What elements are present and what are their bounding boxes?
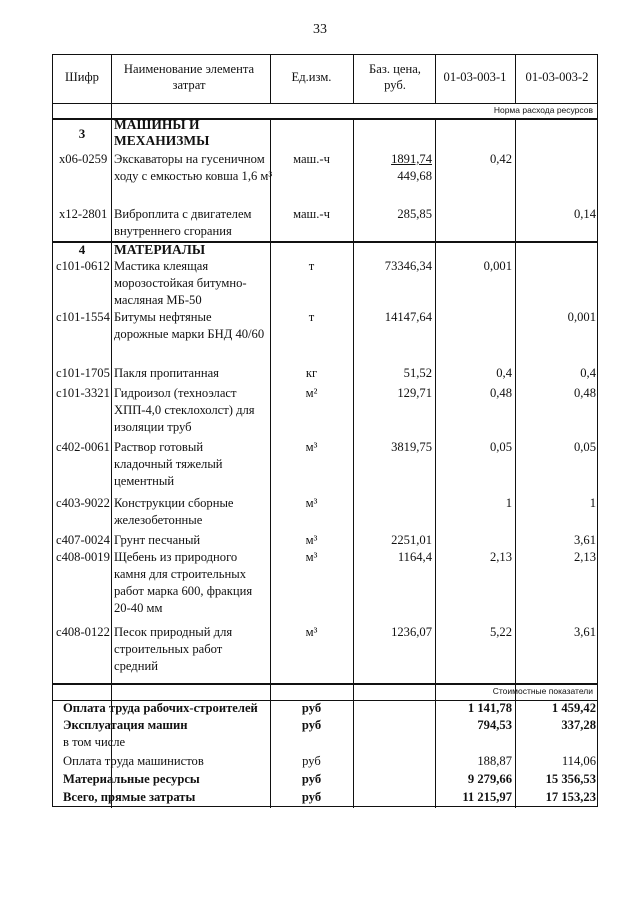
row-code: с403-9022 bbox=[56, 496, 110, 510]
row-code: с407-0024 bbox=[56, 533, 110, 547]
summary-value-1: 11 215,97 bbox=[462, 790, 512, 804]
summary-value-1: 794,53 bbox=[477, 718, 512, 732]
row-price: 1891,74 bbox=[391, 152, 432, 166]
header-name: Наименование элемента затрат bbox=[123, 62, 255, 92]
summary-label: Материальные ресурсы bbox=[63, 772, 200, 786]
row-price: 51,52 bbox=[403, 366, 432, 380]
summary-unit: руб bbox=[301, 718, 322, 732]
row-price: 73346,34 bbox=[384, 259, 432, 273]
row-value-2: 0,4 bbox=[580, 366, 596, 380]
row-value-1: 0,48 bbox=[489, 386, 512, 400]
page-number: 33 bbox=[313, 22, 327, 37]
col-divider bbox=[353, 55, 354, 103]
summary-label: Оплата труда рабочих-строителей bbox=[63, 701, 258, 715]
summary-label: Эксплуатация машин bbox=[63, 718, 188, 732]
summary-value-2: 1 459,42 bbox=[551, 701, 596, 715]
summary-label: Всего, прямые затраты bbox=[63, 790, 196, 804]
row-value-1: 1 bbox=[505, 496, 512, 510]
summary-unit: руб bbox=[302, 754, 321, 768]
summary-value-1: 188,87 bbox=[477, 754, 512, 768]
row-price: 1236,07 bbox=[391, 625, 432, 639]
resource-table bbox=[52, 54, 598, 807]
header-col1: 01-03-003-1 bbox=[443, 70, 507, 84]
row-unit: т bbox=[308, 259, 315, 273]
row-code: с101-0612 bbox=[56, 259, 110, 273]
row-code: х12-2801 bbox=[59, 207, 108, 221]
summary-value-2: 337,28 bbox=[561, 718, 596, 732]
row-code: с101-3321 bbox=[56, 386, 110, 400]
summary-label: в том числе bbox=[63, 735, 126, 749]
row-price: 3819,75 bbox=[391, 440, 432, 454]
row-value-1: 0,42 bbox=[489, 152, 512, 166]
summary-unit: руб bbox=[301, 772, 322, 786]
header-col2: 01-03-003-2 bbox=[525, 70, 589, 84]
section-title: МАТЕРИАЛЫ bbox=[114, 242, 206, 257]
row-code: с408-0019 bbox=[56, 550, 110, 564]
row-value-2: 1 bbox=[589, 496, 596, 510]
header-price: Баз. цена, руб. bbox=[369, 62, 421, 92]
norm-label: Норма расхода ресурсов bbox=[493, 105, 593, 115]
row-price: 285,85 bbox=[397, 207, 432, 221]
row-unit: кг bbox=[305, 366, 318, 380]
row-name: Виброплита с двигателем внутреннего сгорания bbox=[114, 207, 252, 238]
summary-value-2: 17 153,23 bbox=[545, 790, 596, 804]
summary-unit: руб bbox=[301, 701, 322, 715]
row-name: Битумы нефтяные дорожные марки БНД 40/60 bbox=[114, 310, 265, 341]
row-value-2: 3,61 bbox=[573, 533, 596, 547]
row-unit: маш.-ч bbox=[293, 207, 330, 221]
row-unit: м³ bbox=[305, 533, 318, 547]
row-name: Экскаваторы на гусеничном ходу с емкостью ковша 1,6 м³ bbox=[114, 152, 273, 183]
row-code: х06-0259 bbox=[59, 152, 108, 166]
row-name: Мастика клеящая морозостойкая битумно-масляная МБ-50 bbox=[114, 259, 247, 307]
row-code: с402-0061 bbox=[56, 440, 110, 454]
row-divider bbox=[53, 103, 597, 104]
cost-label: Стоимостные показатели bbox=[492, 686, 593, 696]
row-value-2: 2,13 bbox=[573, 550, 596, 564]
row-price: 14147,64 bbox=[384, 310, 432, 324]
header-code: Шифр bbox=[65, 70, 99, 84]
row-value-2: 0,14 bbox=[573, 207, 596, 221]
row-unit: м³ bbox=[305, 550, 318, 564]
row-unit: м³ bbox=[305, 625, 318, 639]
row-divider bbox=[53, 683, 597, 685]
row-code: с101-1705 bbox=[56, 366, 110, 380]
row-name: Щебень из природного камня для строительных работ марка 600, фракция 20-40 мм bbox=[114, 550, 253, 615]
row-name: Пакля пропитанная bbox=[114, 366, 219, 380]
row-unit: м² bbox=[305, 386, 318, 400]
row-unit: м³ bbox=[305, 440, 318, 454]
row-value-1: 0,4 bbox=[496, 366, 512, 380]
summary-value-2: 15 356,53 bbox=[545, 772, 596, 786]
row-value-1: 0,001 bbox=[483, 259, 512, 273]
col-divider bbox=[111, 55, 112, 808]
header-unit: Ед.изм. bbox=[291, 70, 332, 84]
row-unit: т bbox=[308, 310, 315, 324]
section-title: МАШИНЫ И МЕХАНИЗМЫ bbox=[114, 117, 210, 148]
summary-value-1: 9 279,66 bbox=[467, 772, 512, 786]
row-name: Конструкции сборные железобетонные bbox=[114, 496, 234, 527]
row-unit: маш.-ч bbox=[293, 152, 330, 166]
row-value-1: 2,13 bbox=[489, 550, 512, 564]
row-value-2: 0,05 bbox=[573, 440, 596, 454]
summary-value-1: 1 141,78 bbox=[467, 701, 512, 715]
row-name: Песок природный для строительных работ средний bbox=[114, 625, 233, 673]
row-price-secondary: 449,68 bbox=[397, 169, 432, 183]
row-value-1: 0,05 bbox=[489, 440, 512, 454]
summary-unit: руб bbox=[301, 790, 322, 804]
row-value-2: 0,48 bbox=[573, 386, 596, 400]
row-price: 2251,01 bbox=[391, 533, 432, 547]
row-code: с101-1554 bbox=[56, 310, 110, 324]
summary-label: Оплата труда машинистов bbox=[63, 754, 204, 768]
section-number: 3 bbox=[78, 126, 86, 141]
section-number: 4 bbox=[78, 242, 86, 257]
row-price: 1164,4 bbox=[397, 550, 432, 564]
row-unit: м³ bbox=[305, 496, 318, 510]
row-name: Гидроизол (техноэласт ХПП-4,0 стеклохолст) для изоляции труб bbox=[114, 386, 255, 434]
row-code: с408-0122 bbox=[56, 625, 110, 639]
row-value-2: 0,001 bbox=[567, 310, 596, 324]
row-name: Грунт песчаный bbox=[114, 533, 201, 547]
summary-value-2: 114,06 bbox=[561, 754, 596, 768]
row-price: 129,71 bbox=[397, 386, 432, 400]
row-value-1: 5,22 bbox=[489, 625, 512, 639]
row-value-2: 3,61 bbox=[573, 625, 596, 639]
row-name: Раствор готовый кладочный тяжелый цементный bbox=[114, 440, 223, 488]
